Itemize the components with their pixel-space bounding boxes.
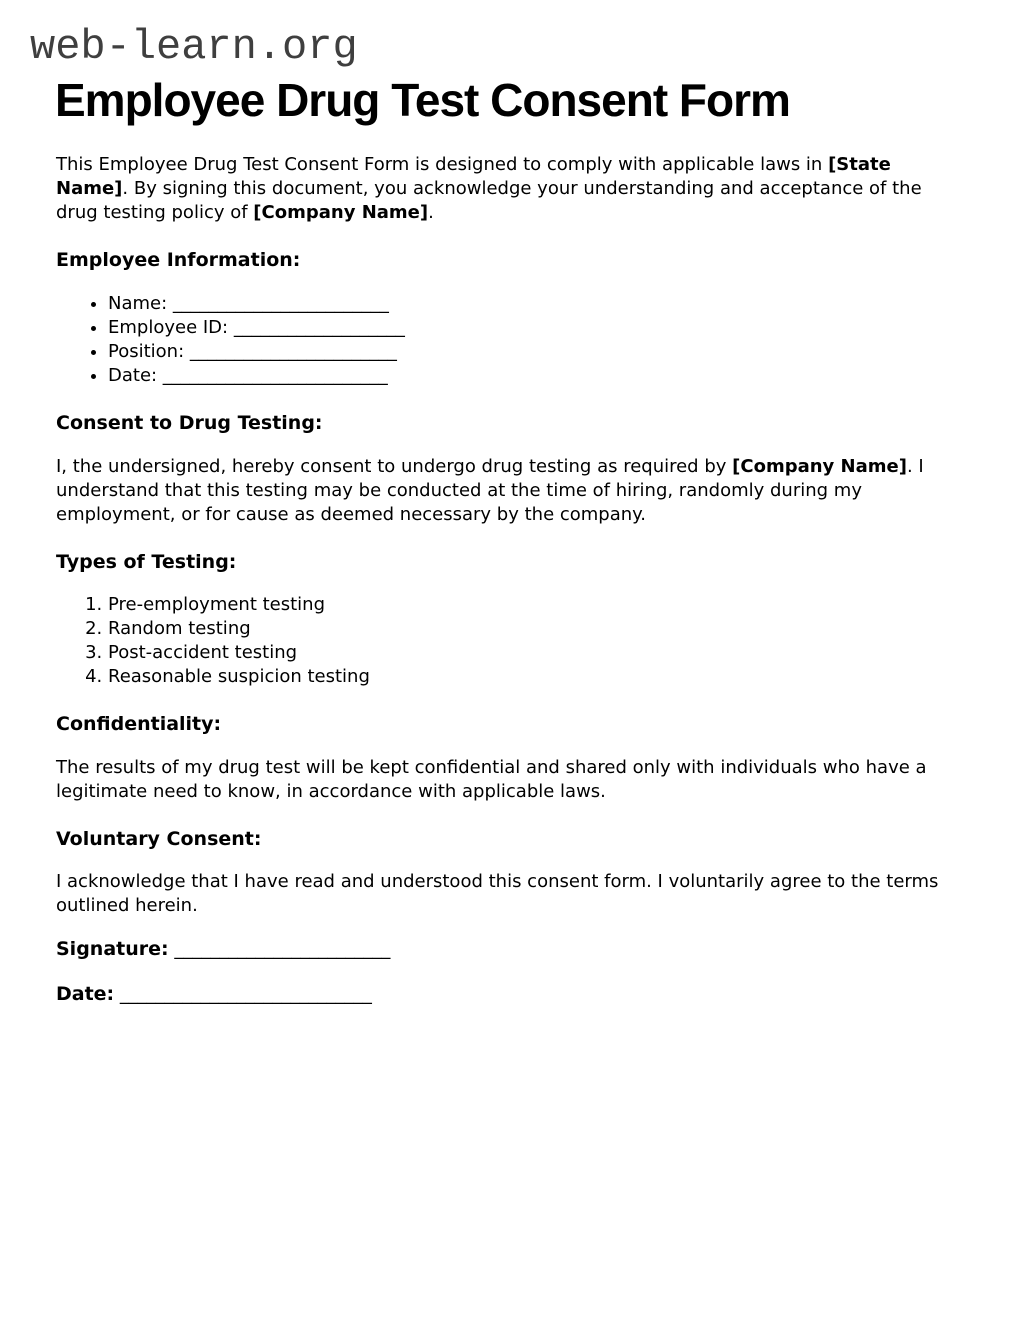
employee-info-list [56, 292, 956, 388]
list-item-date-field: • Date: _________________________ [108, 364, 956, 388]
voluntary-consent-paragraph: I acknowledge that I have read and understood this consent form. I voluntarily agree to the terms outlined herein. [56, 871, 939, 917]
list-item-pre-employment: 1. Pre-employment testing [108, 593, 956, 617]
intro-text-3: . [428, 202, 434, 224]
list-item-name-field: • Name: ________________________ [108, 292, 956, 316]
site-logo: web-learn.org [30, 23, 358, 71]
employee-info-heading: Employee Information: [56, 249, 301, 272]
list-item-employee-id-field: • Employee ID: ___________________ [108, 316, 956, 340]
signature-blank: ________________________ [174, 939, 391, 961]
intro-text-1: This Employee Drug Test Consent Form is designed to comply with applicable laws in [56, 154, 829, 176]
signature-line [56, 937, 956, 962]
date-line [56, 982, 956, 1007]
consent-text-1: I, the undersigned, hereby consent to undergo drug testing as required by [56, 455, 733, 477]
voluntary-consent-heading: Voluntary Consent: [56, 827, 262, 850]
intro-paragraph [56, 153, 956, 225]
types-of-testing-list [56, 593, 956, 689]
consent-paragraph [56, 455, 956, 527]
company-name-placeholder: [Company Name] [253, 202, 429, 224]
intro-text-2: . By signing this document, you acknowledge your understanding and acceptance of the drug testing policy of [56, 178, 922, 224]
list-item-position-field: • Position: _______________________ [108, 340, 956, 364]
date-label: Date: [56, 982, 115, 1005]
consent-text-2: . I understand that this testing may be conducted at the time of hiring, randomly during my employment, or for cause as deemed necessary by the company. [56, 455, 924, 525]
list-item-post-accident: 3. Post-accident testing [108, 641, 956, 665]
confidentiality-heading: Confidentiality: [56, 713, 222, 736]
consent-heading: Consent to Drug Testing: [56, 411, 323, 434]
state-name-placeholder: [State Name] [56, 154, 891, 200]
date-blank: ____________________________ [119, 983, 372, 1005]
document-body [56, 153, 956, 1007]
list-item-random: 2. Random testing [108, 617, 956, 641]
types-heading: Types of Testing: [56, 550, 237, 573]
company-name-placeholder: [Company Name] [732, 455, 907, 477]
list-item-reasonable-suspicion: 4. Reasonable suspicion testing [108, 665, 956, 689]
confidentiality-paragraph: The results of my drug test will be kept confidential and shared only with individuals who have a legitimate need to know, in accordance with applicable laws. [56, 756, 927, 802]
signature-label: Signature: [56, 938, 169, 961]
page-title: Employee Drug Test Consent Form [55, 74, 790, 127]
